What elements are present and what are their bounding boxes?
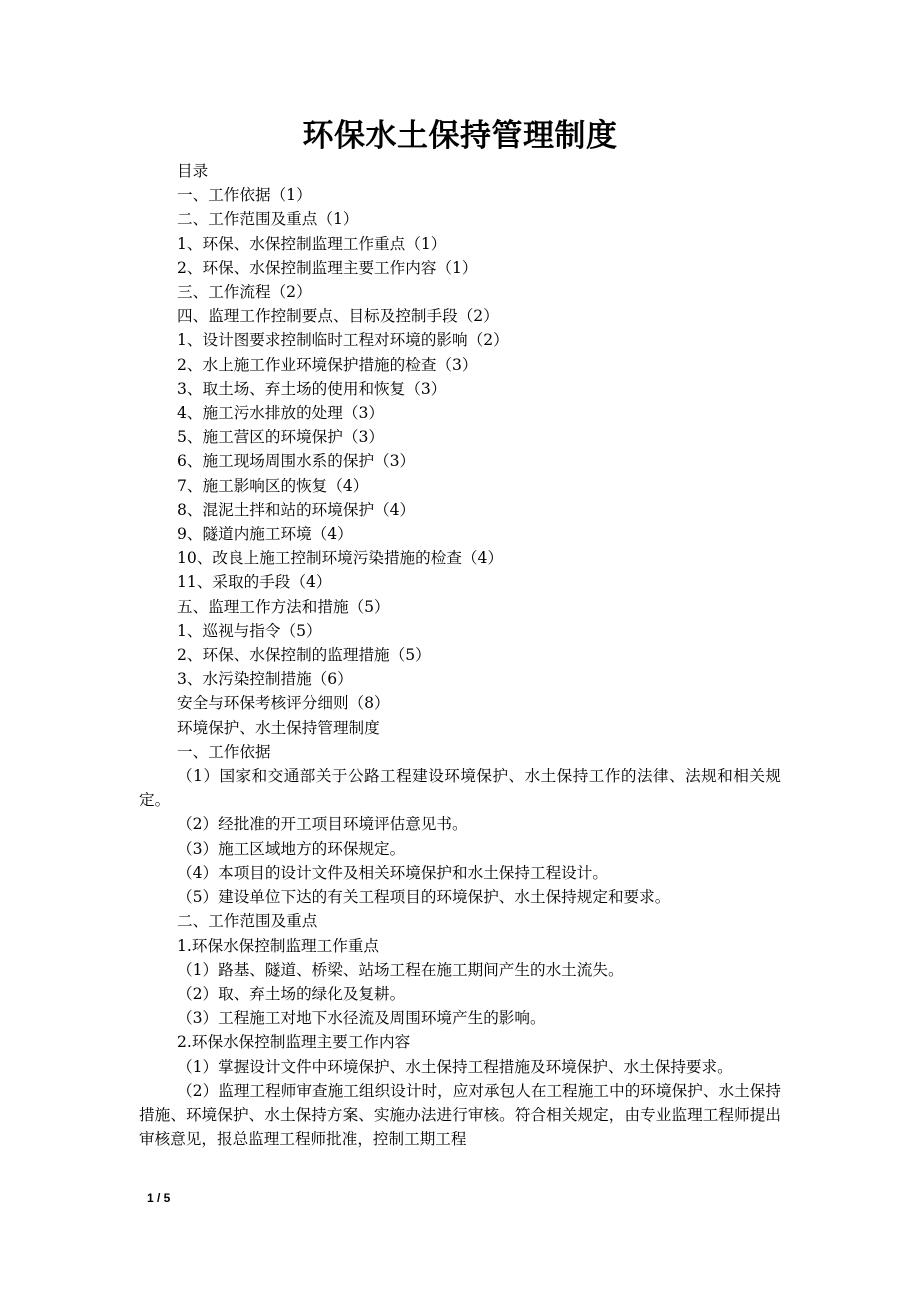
toc-item: 11、采取的手段（4） [177,573,332,592]
toc-item: 三、工作流程（2） [177,283,312,302]
toc-item: 10、改良上施工控制环境污染措施的检查（4） [177,549,504,568]
toc-item: 7、施工影响区的恢复（4） [177,476,369,495]
body-paragraph: （5）建设单位下达的有关工程项目的环境保护、水土保持规定和要求。 [177,888,671,907]
section-heading-scope: 二、工作范围及重点 [177,912,318,931]
toc-item: 8、混泥土拌和站的环境保护（4） [177,500,416,519]
document-body [139,159,781,1151]
toc-item: 5、施工营区的环境保护（3） [177,428,384,447]
body-subtitle: 环境保护、水土保持管理制度 [177,718,380,737]
toc-item: 一、工作依据（1） [177,186,312,205]
body-paragraph: （1）路基、隧道、桥梁、站场工程在施工期间产生的水土流失。 [177,960,624,979]
toc-item: 1、环保、水保控制监理工作重点（1） [177,234,447,253]
body-paragraph: （1）掌握设计文件中环境保护、水土保持工程措施及环境保护、水土保持要求。 [177,1057,733,1076]
body-paragraph: （2）经批准的开工项目环境评估意见书。 [177,815,468,834]
subsection-heading-focus: 1.环保水保控制监理工作重点 [177,936,380,955]
toc-heading: 目录 [177,162,209,180]
subsection-heading-content: 2.环保水保控制监理主要工作内容 [177,1033,411,1052]
toc-item: 9、隧道内施工环境（4） [177,525,353,544]
toc-item: 4、施工污水排放的处理（3） [177,404,384,423]
body-paragraph: （2）取、弃土场的绿化及复耕。 [177,984,406,1003]
toc-item: 3、取土场、弃土场的使用和恢复（3） [177,379,447,398]
document-title: 环保水土保持管理制度 [302,118,618,154]
toc-item: 五、监理工作方法和措施（5） [177,597,390,616]
body-paragraph: （3）工程施工对地下水径流及周围环境产生的影响。 [177,1009,546,1028]
toc-item: 2、环保、水保控制监理主要工作内容（1） [177,258,478,277]
body-paragraph: （1）国家和交通部关于公路工程建设环境保护、水土保持工作的法律、法规和相关规定。 [139,767,781,810]
body-paragraph: （4）本项目的设计文件及相关环境保护和水土保持工程设计。 [177,863,608,882]
page-number: 1 / 5 [147,1191,171,1205]
toc-item: 二、工作范围及重点（1） [177,210,359,229]
body-paragraph: （3）施工区域地方的环保规定。 [177,839,406,858]
toc-item: 1、巡视与指令（5） [177,621,322,640]
toc-item: 1、设计图要求控制临时工程对环境的影响（2） [177,331,509,350]
body-paragraph: （2）监理工程师审查施工组织设计时，应对承包人在工程施工中的环境保护、水土保持措施、环境保护、水土保持方案、实施办法进行审核。符合相关规定，由专业监理工程师提出审核意见，报总监理工程师批准，控制工期工程 [139,1081,781,1149]
table-of-contents [139,183,781,715]
toc-item: 3、水污染控制措施（6） [177,670,353,689]
toc-item: 6、施工现场周围水系的保护（3） [177,452,416,471]
section-heading-basis: 一、工作依据 [177,742,271,761]
toc-item: 2、环保、水保控制的监理措施（5） [177,646,431,665]
toc-item: 四、监理工作控制要点、目标及控制手段（2） [177,307,499,326]
toc-item: 安全与环保考核评分细则（8） [177,694,390,713]
toc-item: 2、水上施工作业环境保护措施的检查（3） [177,355,478,374]
